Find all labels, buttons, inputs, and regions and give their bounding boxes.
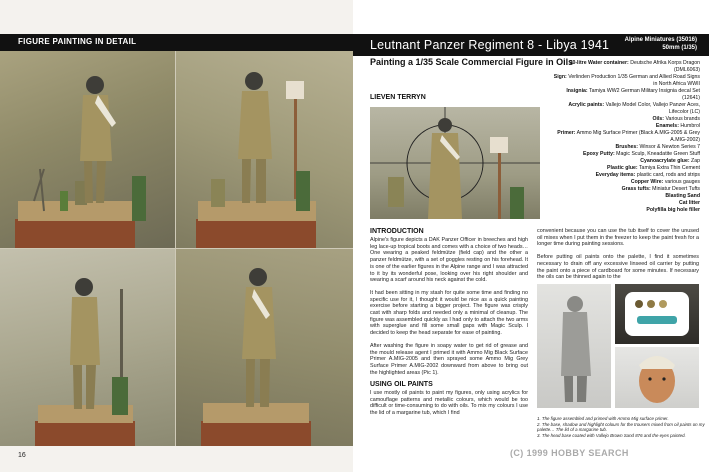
caption: 2. The base, shadow and highlight colours for the trousers mixed from oil paints on my palette… The lid of a margarine tub. [537, 421, 705, 433]
figure-photo-front-right [176, 51, 353, 248]
primed-figure-photo [537, 284, 611, 408]
paragraph: I use mostly oil paints to paint my figures, only using acrylics for camouflage patterns and metallic colours, which would be too difficult or time-consuming to do with oils. To mix my colours I use the lid of a margarine tub, which I find [370, 390, 528, 417]
kit-scale: 50mm (1/35) [662, 45, 697, 51]
spec-row: Insignia: Tamiya WW2 German Military Insignia decal Set (12641) [566, 88, 700, 101]
caption: 1. The figure assembled and primed with Ammo Mig surface primer. [537, 416, 669, 421]
kit-info [625, 36, 697, 52]
paragraph: Alpine's figure depicts a DAK Panzer Officer in breeches and high leg lace-up tropical boots and comes with a choice of two heads… One wearing a peaked feldmütze (field cap) and the other a panzer feldmütze, with a set of goggles resting on his forehead. It is one of the earlier figures in the Alpine range and I was attracted to it by its wonderful pose, looking over his right shoulder and wearing a scarf around his neck against the cold. [370, 237, 528, 284]
figure-photo-grid [0, 51, 353, 446]
article-title: Leutnant Panzer Regiment 8 - Libya 1941 [370, 38, 610, 52]
paragraph: Before putting oil paints onto the palette, I find it sometimes necessary to drain off any excessive linseed oil carrier by putting the paint onto a piece of cardboard for some minutes. If necessary the oils can be thinned again to the [537, 254, 699, 281]
oil-paints-heading: USING OIL PAINTS [370, 381, 433, 389]
spec-row: Cat litter [678, 200, 700, 206]
left-page [0, 0, 353, 472]
photo-captions [537, 416, 705, 438]
spec-row: Sign: Verlinden Production 1/35 German and Allied Road Signs in North Africa WWII [553, 74, 700, 87]
figure-photo-front-left [0, 51, 175, 248]
kit-manufacturer: Alpine Miniatures (35016) [624, 37, 697, 43]
article-header [353, 34, 709, 56]
spec-row: Copper Wire: various gauges [630, 179, 700, 185]
paragraph: It had been sitting in my stash for quite some time and finding no specific use for it, I thought it would be nice as a quick painting exercise before starting a bigger project. The figure was crisply cast with sharp folds and needed only a minimal of cleanup. The figure was assembled quickly as I had only to attach the two arms with superglue and fill some small gaps with Magic Sculp. I decided to keep the head separate for ease of painting. [370, 289, 528, 337]
palette-photo [615, 284, 699, 344]
spec-row: 10-litre Water container: Deutsche Afrika Korps Dragon (DML6063) [569, 60, 700, 73]
caption: 3. The head base coated with Vallejo Brown Sand 876 and the eyes painted. [537, 432, 686, 438]
page-number-left: 16 [18, 452, 26, 459]
spec-row: Grass tufts: Miniatur Desert Tufts [621, 186, 700, 192]
watermark: (C) 1999 HOBBY SEARCH [510, 448, 629, 458]
spec-row: Epoxy Putty: Magic Sculp, Kneadatite Green Stuff [583, 151, 700, 157]
section-title: FIGURE PAINTING IN DETAIL [18, 37, 137, 46]
author-name: LIEVEN TERRYN [370, 94, 426, 101]
spec-row: Everyday items: plastic card, rods and strips [595, 172, 700, 178]
spec-row: Enamels: Humbrol [655, 123, 700, 129]
spec-row: Blasting Sand [665, 193, 700, 199]
right-page [353, 0, 709, 472]
spec-row: Oils: Various brands [652, 116, 700, 122]
paragraph: convenient because you can use the tub itself to cover the unused oil mixes when I put them in the freezer to keep the paint fresh for a longer time during painting sessions. [537, 228, 699, 248]
spec-row: Cyanoacrylate glue: Zap [640, 158, 700, 164]
article-column-left [370, 237, 528, 423]
article-subtitle: Painting a 1/35 Scale Commercial Figure in Oils [370, 57, 574, 67]
spec-row: Acrylic paints: Vallejo Model Color, Vallejo Panzer Aces, Lifecolor (LC) [568, 102, 700, 115]
materials-list [550, 60, 700, 214]
spec-row: Brushes: Winsor & Newton Series 7 [615, 144, 700, 150]
left-page-header [0, 34, 353, 51]
paragraph: After washing the figure in soapy water to get rid of grease and the mould release agent I primed it with Ammo Mig Black Surface Primer A.MIG-2005 and then sprayed some Ammo Mig Grey Surface Primer A.MIG-2002 downward from above to bring out the highlighted areas (Pic 1). [370, 342, 528, 376]
spec-row: Polyfilla big hole filler [646, 207, 700, 213]
spec-row: Primer: Ammo Mig Surface Primer (Black A.MIG-2005 & Grey A.MIG-2002) [557, 130, 700, 143]
painted-head-photo [615, 347, 699, 408]
introduction-heading: INTRODUCTION [370, 228, 424, 235]
figure-photo-back-left [0, 249, 175, 446]
article-column-right [537, 228, 699, 287]
step-photos [537, 284, 699, 414]
spec-row: Plastic glue: Tamiya Extra Thin Cement [607, 165, 700, 171]
figure-photo-side-right [176, 249, 353, 446]
main-figure-photo [370, 107, 540, 219]
